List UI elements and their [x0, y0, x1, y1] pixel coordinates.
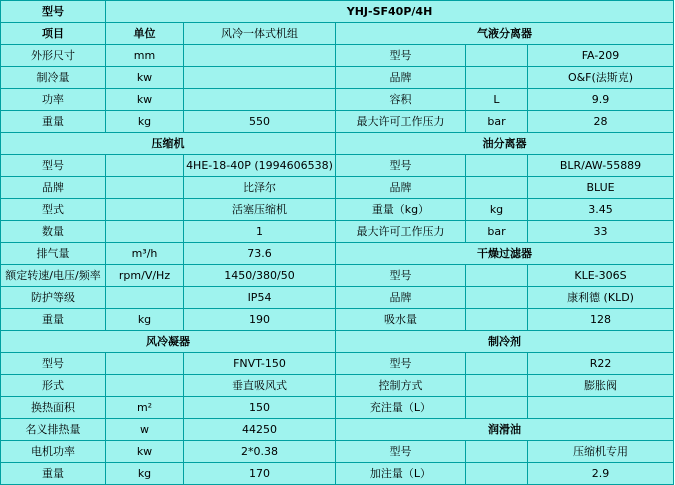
cell-right-unit: bar	[466, 111, 528, 133]
cell-right-value: FA-209	[528, 45, 674, 67]
cell-right-unit	[466, 287, 528, 309]
table-row	[1, 1, 674, 23]
cell-left-unit: m²	[106, 397, 184, 419]
cell-left-item: 防护等级	[1, 287, 106, 309]
cell-left-value: IP54	[184, 287, 336, 309]
cell-right-value: BLR/AW-55889	[528, 155, 674, 177]
cell-right-item: 加注量（L）	[336, 463, 466, 485]
cell-left-item: 换热面积	[1, 397, 106, 419]
cell-right-unit	[466, 441, 528, 463]
cell-left-unit: w	[106, 419, 184, 441]
cell-left-unit: mm	[106, 45, 184, 67]
cell-right-item: 充注量（L）	[336, 397, 466, 419]
section-header-filter-drier: 干燥过滤器	[336, 243, 674, 265]
cell-right-item: 品牌	[336, 177, 466, 199]
model-value: YHJ-SF40P/4H	[106, 1, 674, 23]
cell-right-unit	[466, 309, 528, 331]
cell-left-value: 活塞压缩机	[184, 199, 336, 221]
cell-unit-header: 单位	[106, 23, 184, 45]
cell-left-item: 功率	[1, 89, 106, 111]
cell-left-unit	[106, 375, 184, 397]
cell-right-value	[528, 397, 674, 419]
cell-right-value: 128	[528, 309, 674, 331]
cell-left-value: 190	[184, 309, 336, 331]
cell-left-item: 重量	[1, 463, 106, 485]
cell-right-item: 型号	[336, 45, 466, 67]
cell-right-value: 28	[528, 111, 674, 133]
table-row	[1, 89, 674, 111]
cell-right-unit	[466, 353, 528, 375]
cell-right-value: 2.9	[528, 463, 674, 485]
cell-right-unit	[466, 155, 528, 177]
cell-right-item: 吸水量	[336, 309, 466, 331]
cell-left-item: 额定转速/电压/频率	[1, 265, 106, 287]
cell-left-unit: kg	[106, 463, 184, 485]
cell-left-value: 垂直吸风式	[184, 375, 336, 397]
cell-left-unit	[106, 177, 184, 199]
cell-right-item: 容积	[336, 89, 466, 111]
cell-right-unit	[466, 67, 528, 89]
cell-left-item: 电机功率	[1, 441, 106, 463]
table-row	[1, 177, 674, 199]
cell-left-value: 150	[184, 397, 336, 419]
cell-right-item: 最大许可工作压力	[336, 221, 466, 243]
model-label: 型号	[1, 1, 106, 23]
cell-right-item: 重量（kg）	[336, 199, 466, 221]
table-row	[1, 441, 674, 463]
section-header-refrigerant: 制冷剂	[336, 331, 674, 353]
cell-left-item: 制冷量	[1, 67, 106, 89]
cell-right-item: 型号	[336, 441, 466, 463]
cell-right-value: R22	[528, 353, 674, 375]
cell-right-unit	[466, 375, 528, 397]
section-header-lubricant-oil: 润滑油	[336, 419, 674, 441]
cell-left-item: 品牌	[1, 177, 106, 199]
section-header-oil-separator: 油分离器	[336, 133, 674, 155]
cell-right-value: 膨胀阀	[528, 375, 674, 397]
table-row	[1, 419, 674, 441]
cell-left-item: 重量	[1, 309, 106, 331]
cell-left-value: 1	[184, 221, 336, 243]
cell-left-value	[184, 45, 336, 67]
cell-right-value: BLUE	[528, 177, 674, 199]
cell-right-value: KLE-306S	[528, 265, 674, 287]
table-row	[1, 397, 674, 419]
cell-right-unit	[466, 463, 528, 485]
table-row	[1, 265, 674, 287]
cell-unit-value: 风冷一体式机组	[184, 23, 336, 45]
table-row	[1, 463, 674, 485]
table-row	[1, 111, 674, 133]
cell-left-item: 型号	[1, 155, 106, 177]
section-header-air-cooled-condenser: 风冷凝器	[1, 331, 336, 353]
cell-left-item: 外形尺寸	[1, 45, 106, 67]
cell-left-unit: kw	[106, 441, 184, 463]
cell-right-value: O&F(法斯克)	[528, 67, 674, 89]
cell-left-item: 排气量	[1, 243, 106, 265]
cell-left-item: 型号	[1, 353, 106, 375]
cell-left-unit	[106, 287, 184, 309]
cell-right-value: 9.9	[528, 89, 674, 111]
cell-left-unit: kg	[106, 111, 184, 133]
cell-left-value	[184, 89, 336, 111]
cell-right-item: 型号	[336, 155, 466, 177]
cell-right-value: 33	[528, 221, 674, 243]
cell-right-unit	[466, 397, 528, 419]
cell-left-unit: kg	[106, 309, 184, 331]
table-row	[1, 331, 674, 353]
table-row	[1, 243, 674, 265]
table-row	[1, 155, 674, 177]
table-row	[1, 67, 674, 89]
cell-right-value: 压缩机专用	[528, 441, 674, 463]
cell-right-unit	[466, 45, 528, 67]
table-row	[1, 221, 674, 243]
cell-left-unit	[106, 353, 184, 375]
cell-right-item: 最大许可工作压力	[336, 111, 466, 133]
cell-right-value: 康利德 (KLD)	[528, 287, 674, 309]
cell-left-unit	[106, 221, 184, 243]
cell-left-value: FNVT-150	[184, 353, 336, 375]
cell-right-unit: kg	[466, 199, 528, 221]
cell-left-item: 名义排热量	[1, 419, 106, 441]
table-row	[1, 375, 674, 397]
cell-right-item: 型号	[336, 353, 466, 375]
cell-right-unit: bar	[466, 221, 528, 243]
cell-right-item: 品牌	[336, 287, 466, 309]
cell-right-item: 型号	[336, 265, 466, 287]
cell-right-unit: L	[466, 89, 528, 111]
cell-right-unit	[466, 177, 528, 199]
cell-left-value: 73.6	[184, 243, 336, 265]
cell-right-unit	[466, 265, 528, 287]
cell-left-unit: kw	[106, 67, 184, 89]
cell-item-header: 项目	[1, 23, 106, 45]
cell-left-unit	[106, 199, 184, 221]
section-header-gas-liquid-separator: 气液分离器	[336, 23, 674, 45]
table-row	[1, 309, 674, 331]
cell-left-item: 数量	[1, 221, 106, 243]
table-row	[1, 133, 674, 155]
cell-left-value: 1450/380/50	[184, 265, 336, 287]
cell-left-value	[184, 67, 336, 89]
cell-left-item: 型式	[1, 199, 106, 221]
table-row	[1, 353, 674, 375]
cell-left-item: 重量	[1, 111, 106, 133]
cell-left-value: 2*0.38	[184, 441, 336, 463]
cell-left-value: 170	[184, 463, 336, 485]
cell-right-item: 品牌	[336, 67, 466, 89]
section-header-compressor: 压缩机	[1, 133, 336, 155]
cell-right-value: 3.45	[528, 199, 674, 221]
cell-left-unit: kw	[106, 89, 184, 111]
cell-right-item: 控制方式	[336, 375, 466, 397]
cell-left-item: 形式	[1, 375, 106, 397]
table-row	[1, 23, 674, 45]
cell-left-value: 44250	[184, 419, 336, 441]
cell-left-value: 比泽尔	[184, 177, 336, 199]
table-row	[1, 45, 674, 67]
table-row	[1, 287, 674, 309]
cell-left-value: 550	[184, 111, 336, 133]
table-row	[1, 199, 674, 221]
cell-left-unit	[106, 155, 184, 177]
cell-left-value: 4HE-18-40P (1994606538)	[184, 155, 336, 177]
cell-left-unit: rpm/V/Hz	[106, 265, 184, 287]
cell-left-unit: m³/h	[106, 243, 184, 265]
